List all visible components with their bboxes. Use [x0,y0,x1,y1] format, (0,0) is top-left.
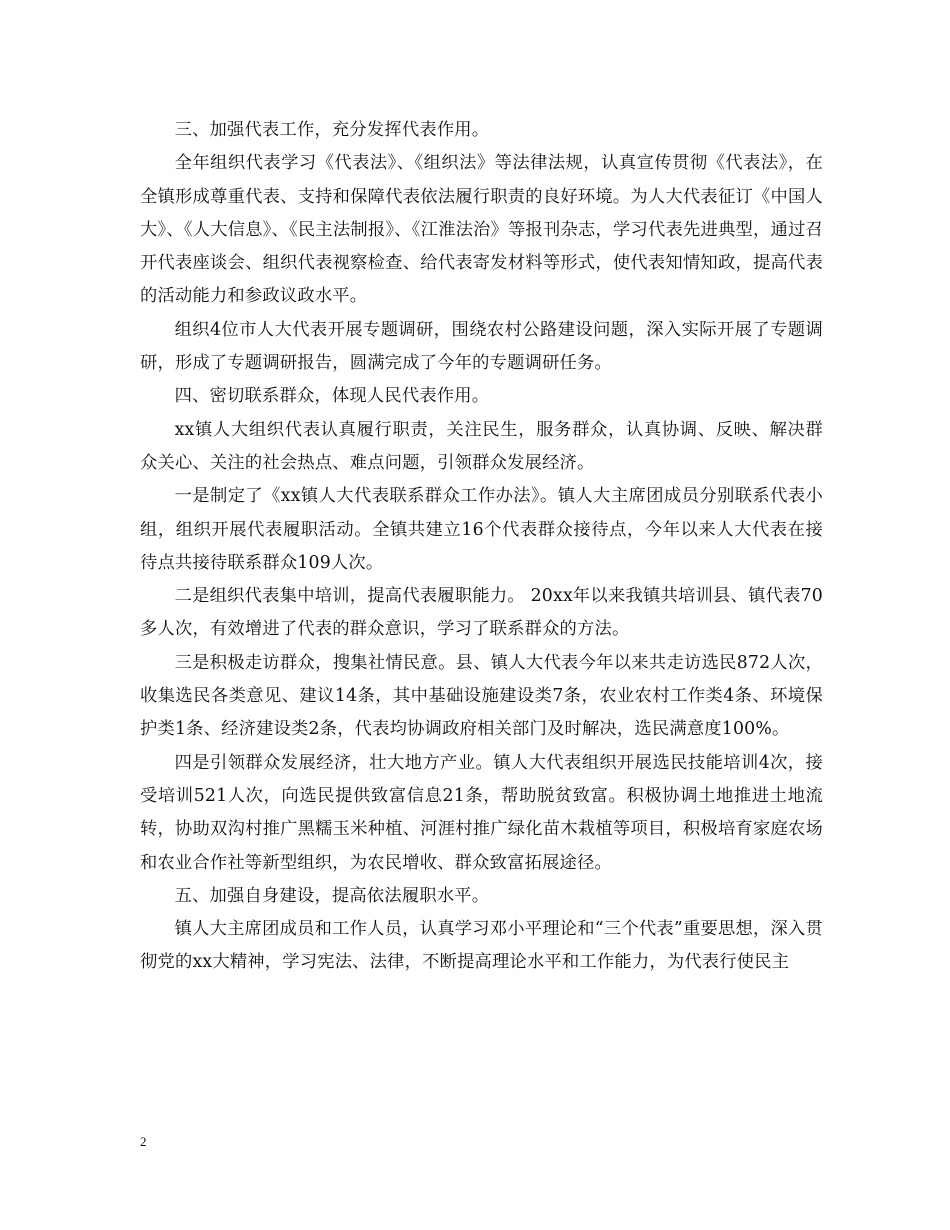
heading-section-four: 四、密切联系群众，体现人民代表作用。 [174,386,490,407]
paragraph-self-construction: 镇人大主席团成员和工作人员，认真学习邓小平理论和“三个代表”重要思想，深入贯彻党的xx大精神，学习宪法、法律，不断提高理论水平和工作能力，为代表行使民主 [140,919,823,973]
paragraph-special-research: 组织4位市人大代表开展专题调研，围绕农村公路建设问题，深入实际开展了专题调研，形成了专题调研报告，圆满完成了今年的专题调研任务。 [140,319,823,374]
paragraph-point-one: 一是制定了《xx镇人大代表联系群众工作办法》。镇人大主席团成员分别联系代表小组，组织开展代表履职活动。全镇共建立16个代表群众接待点，今年以来人大代表在接待点共接待联系群众109人次。 [140,486,823,573]
page-number: 2 [140,1134,147,1149]
paragraph-serve-masses: xx镇人大组织代表认真履行职责，关注民生，服务群众，认真协调、反映、解决群众关心、关注的社会热点、难点问题，引领群众发展经济。 [140,419,823,473]
heading-section-three: 三、加强代表工作，充分发挥代表作用。 [174,120,490,140]
document-body [140,114,823,980]
paragraph-point-two: 二是组织代表集中培训，提高代表履职能力。 20xx年以来我镇共培训县、镇代表70多人次，有效增进了代表的群众意识，学习了联系群众的方法。 [140,586,823,640]
paragraph-point-four: 四是引领群众发展经济，壮大地方产业。镇人大代表组织开展选民技能培训4次，接受培训521人次，向选民提供致富信息21条，帮助脱贫致富。积极协调土地推进土地流转，协助双沟村推广黑糯玉米种植、河涯村推广绿化苗木栽植等项目，积极培育家庭农场和农业合作社等新型组织，为农民增收、群众致富拓展途径。 [140,752,823,873]
paragraph-representative-study: 全年组织代表学习《代表法》、《组织法》等法律法规，认真宣传贯彻《代表法》，在全镇形成尊重代表、支持和保障代表依法履行职责的良好环境。为人大代表征订《中国人大》、《人大信息》、《民主法制报》、《江淮法治》等报刊杂志，学习代表先进典型，通过召开代表座谈会、组织代表视察检查、给代表寄发材料等形式，使代表知情知政，提高代表的活动能力和参政议政水平。 [140,153,823,307]
heading-section-five: 五、加强自身建设，提高依法履职水平。 [174,885,490,906]
paragraph-point-three: 三是积极走访群众，搜集社情民意。县、镇人大代表今年以来共走访选民872人次，收集选民各类意见、建议14条，其中基础设施建设类7条，农业农村工作类4条、环境保护类1条、经济建设类2条，代表均协调政府相关部门及时解决，选民满意度100%。 [140,652,823,740]
